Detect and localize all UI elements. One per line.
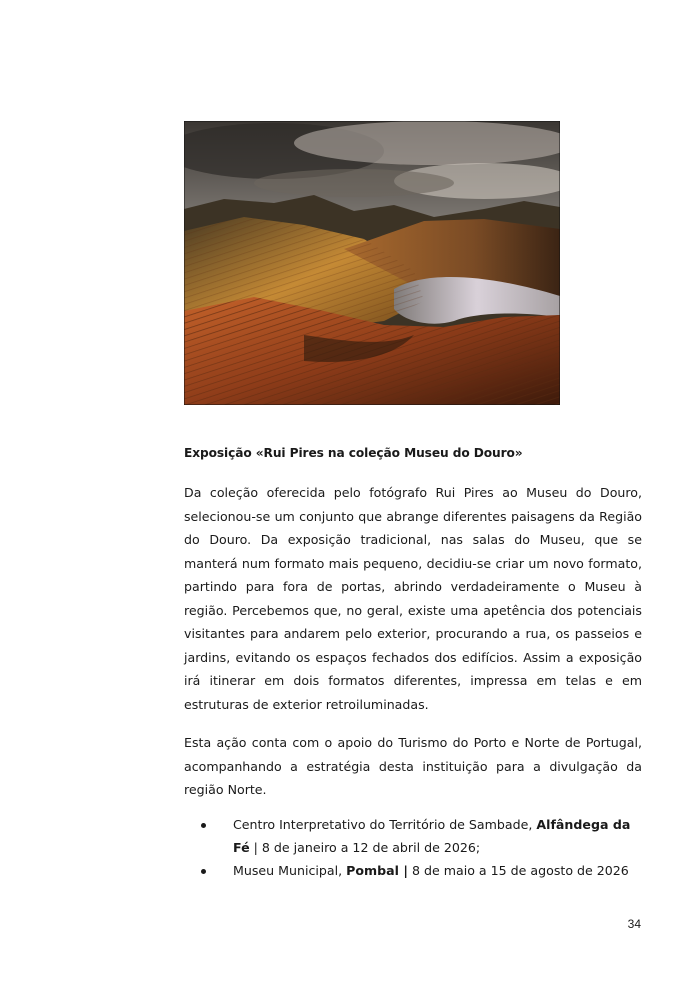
- venue-dates: | 8 de janeiro a 12 de abril de 2026;: [249, 840, 481, 855]
- exhibition-title: Exposição «Rui Pires na coleção Museu do Douro»: [184, 446, 523, 460]
- list-item: [184, 859, 642, 882]
- venue-dates: 8 de maio a 15 de agosto de 2026: [407, 863, 629, 878]
- bullet-icon: [201, 869, 206, 874]
- bullet-icon: [201, 823, 206, 828]
- venue-place: Alfândega da Fé: [233, 817, 631, 855]
- venue-name: Centro Interpretativo do Território de Sambade,: [233, 817, 537, 832]
- support-paragraph: Esta ação conta com o apoio do Turismo do Porto e Norte de Portugal, acompanhando a estratégia desta instituição para a divulgação da região Norte.: [184, 735, 642, 797]
- venue-name: Museu Municipal,: [233, 863, 347, 878]
- description-paragraph: Da coleção oferecida pelo fotógrafo Rui Pires ao Museu do Douro, selecionou-se um conjunto que abrange diferentes paisagens da Região do Douro. Da exposição tradicional, nas salas do Museu, que se manterá num formato mais pequeno, decidiu-se criar um novo formato, partindo para fora de portas, abrindo verdadeiramente o Museu à região. Percebemos que, no geral, existe uma apetência dos potenciais visitantes para andarem pelo exterior, procurando a rua, os passeios e jardins, evitando os espaços fechados dos edifícios. Assim a exposição irá itinerar em dois formatos diferentes, impressa em telas e em estruturas de exterior retroiluminadas.: [184, 485, 642, 712]
- page-number: 34: [627, 917, 641, 931]
- venue-place: Pombal |: [346, 863, 408, 878]
- douro-landscape-photo: [184, 121, 560, 405]
- venue-list: [184, 813, 642, 882]
- list-item: [184, 813, 642, 859]
